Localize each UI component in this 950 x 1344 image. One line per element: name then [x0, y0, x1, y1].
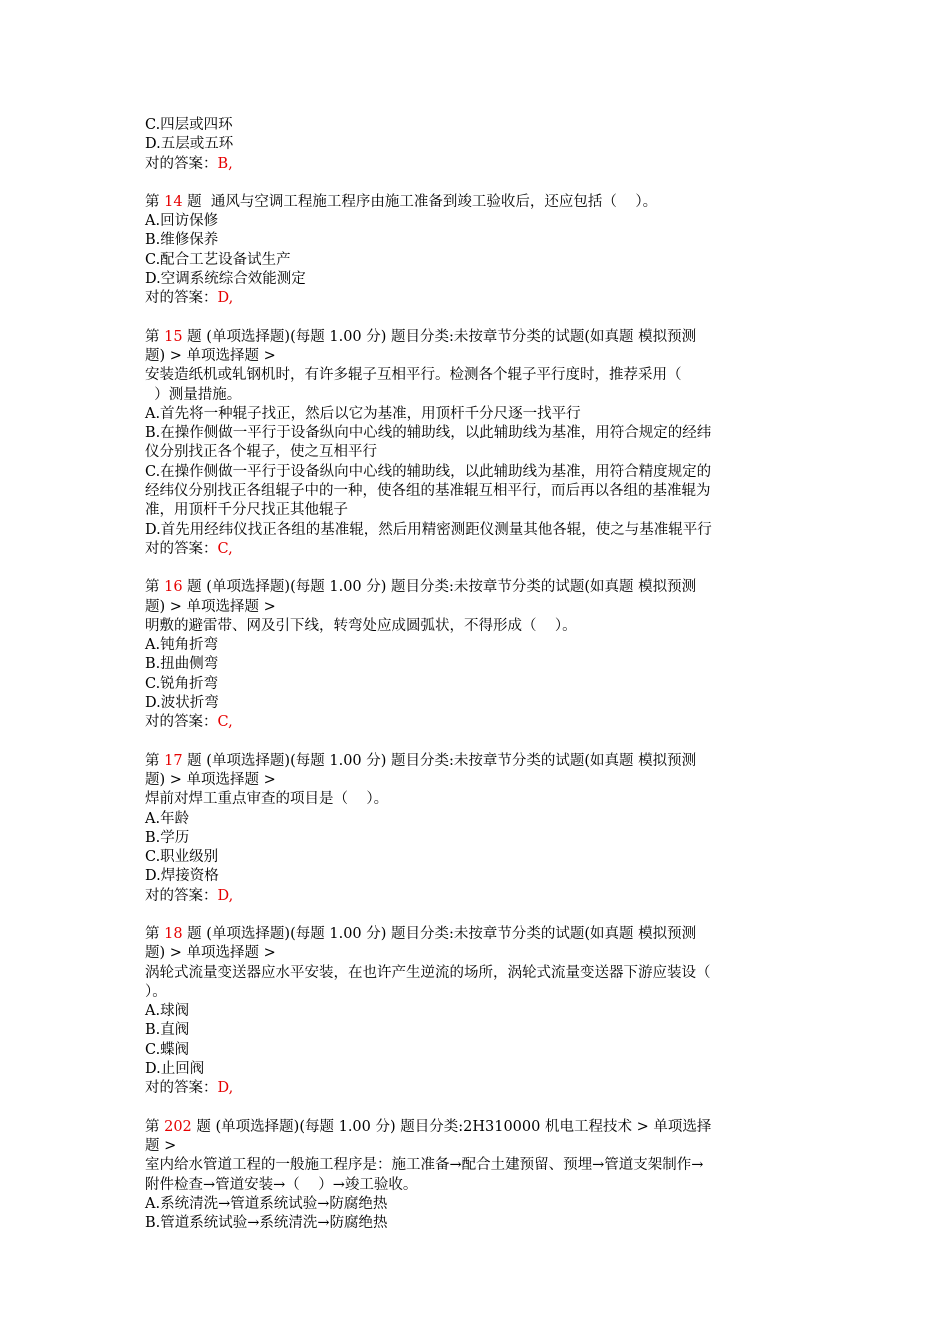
option: C.职业级别 — [145, 849, 219, 866]
answer-value: C, — [217, 540, 233, 557]
question-prefix: 第 — [145, 1118, 165, 1135]
option: A.球阀 — [145, 1003, 190, 1020]
option: A.回访保修 — [145, 213, 219, 230]
answer-label: 对的答案： — [145, 887, 218, 904]
question-header-text: 题 (单项选择题)(每题 1.00 分) 题目分类:2H310000 机电工程技术 > 单项选择 — [191, 1118, 712, 1135]
answer-label: 对的答案： — [145, 1080, 218, 1097]
answer-value: B, — [217, 155, 233, 172]
option: 经纬仪分别找正各组辊子中的一种，使各组的基准辊互相平行，而后再以各组的基准辊为 — [145, 483, 711, 500]
option: D.空调系统综合效能测定 — [145, 271, 306, 288]
option: D.五层或五环 — [145, 136, 234, 153]
option: C.四层或四环 — [145, 117, 233, 133]
question-header — [145, 1137, 810, 1156]
option: A.年龄 — [145, 810, 190, 827]
question-header-text: 题) > 单项选择题 > — [145, 347, 276, 364]
option: B.管道系统试验→系统清洗→防腐绝热 — [145, 1215, 388, 1232]
option: B.直阀 — [145, 1022, 190, 1039]
question-stem: ）测量措施。 — [145, 386, 242, 403]
option: B.扭曲侧弯 — [145, 656, 219, 673]
question-block — [145, 328, 810, 560]
question-stem: 明敷的避雷带、网及引下线，转弯处应成圆弧状，不得形成（ ）。 — [145, 617, 577, 634]
question-header — [145, 944, 810, 963]
option: B.维修保养 — [145, 232, 219, 249]
spacer — [145, 906, 810, 925]
option: C.在操作侧做一平行于设备纵向中心线的辅助线，以此辅助线为基准，用符合精度规定的 — [145, 463, 712, 480]
option: B.在操作侧做一平行于设备纵向中心线的辅助线，以此辅助线为基准，用符合规定的经纬 — [145, 425, 712, 442]
question-header-text: 题 (单项选择题)(每题 1.00 分) 题目分类:未按章节分类的试题(如真题 模拟预测 — [182, 328, 697, 345]
answer-label: 对的答案： — [145, 714, 218, 731]
option: B.学历 — [145, 829, 190, 846]
spacer — [145, 309, 810, 328]
question-block — [145, 193, 810, 309]
question-header-text: 题 通风与空调工程施工程序由施工准备到竣工验收后，还应包括（ ）。 — [182, 193, 658, 210]
question-stem: 安装造纸机或轧钢机时，有许多辊子互相平行。检测各个辊子平行度时，推荐采用（ — [145, 367, 682, 384]
question-prefix: 第 — [145, 752, 165, 769]
question-prefix: 第 — [145, 579, 165, 596]
answer-line — [145, 289, 810, 308]
question-header — [145, 925, 810, 944]
question-header — [145, 598, 810, 617]
question-stem: 室内给水管道工程的一般施工程序是：施工准备→配合土建预留、预埋→管道支架制作→ — [145, 1157, 704, 1174]
option: C.蝶阀 — [145, 1041, 190, 1058]
question-header-text: 题 (单项选择题)(每题 1.00 分) 题目分类:未按章节分类的试题(如真题 模拟预测 — [182, 579, 697, 596]
option: C.配合工艺设备试生产 — [145, 251, 291, 268]
answer-label: 对的答案： — [145, 290, 218, 307]
question-number: 15 — [164, 328, 183, 345]
answer-value: D, — [217, 887, 234, 904]
question-number: 16 — [164, 579, 183, 596]
option: A.首先将一种辊子找正，然后以它为基准，用顶杆千分尺逐一找平行 — [145, 405, 581, 422]
question-number: 202 — [164, 1118, 192, 1135]
question-number: 14 — [164, 193, 183, 210]
question-header — [145, 328, 810, 347]
question-block — [145, 578, 810, 732]
question-header-text: 题 (单项选择题)(每题 1.00 分) 题目分类:未按章节分类的试题(如真题 模拟预测 — [182, 925, 697, 942]
previous-question-tail — [145, 116, 810, 174]
document-page — [145, 116, 810, 1233]
answer-line — [145, 155, 810, 174]
option: D.止回阀 — [145, 1061, 205, 1078]
question-header-text: 题 > — [145, 1137, 177, 1154]
spacer — [145, 559, 810, 578]
question-prefix: 第 — [145, 925, 165, 942]
spacer — [145, 1099, 810, 1118]
question-header — [145, 578, 810, 597]
question-header — [145, 752, 810, 771]
question-stem: 焊前对焊工重点审查的项目是（ ）。 — [145, 791, 389, 808]
answer-line — [145, 540, 810, 559]
option: 准，用顶杆千分尺找正其他辊子 — [145, 502, 348, 519]
option: 仪分别找正各个辊子，使之互相平行 — [145, 444, 377, 461]
option: A.钝角折弯 — [145, 637, 219, 654]
spacer — [145, 733, 810, 752]
question-prefix: 第 — [145, 328, 165, 345]
question-number: 17 — [164, 752, 183, 769]
answer-value: D, — [217, 1080, 234, 1097]
spacer — [145, 174, 810, 193]
question-stem: ）。 — [145, 983, 167, 1000]
question-header-text: 题 (单项选择题)(每题 1.00 分) 题目分类:未按章节分类的试题(如真题 模拟预测 — [182, 752, 697, 769]
question-header-text: 题) > 单项选择题 > — [145, 598, 276, 615]
question-prefix: 第 — [145, 193, 165, 210]
option: C.锐角折弯 — [145, 675, 219, 692]
question-header-text: 题) > 单项选择题 > — [145, 771, 276, 788]
answer-value: C, — [217, 714, 233, 731]
question-header — [145, 1118, 810, 1137]
question-block — [145, 1118, 810, 1234]
answer-label: 对的答案： — [145, 155, 218, 172]
question-stem: 附件检查→管道安装→（ ）→竣工验收。 — [145, 1176, 418, 1193]
answer-label: 对的答案： — [145, 540, 218, 557]
question-block — [145, 925, 810, 1099]
answer-line — [145, 713, 810, 732]
question-header-text: 题) > 单项选择题 > — [145, 945, 276, 962]
question-header — [145, 193, 810, 212]
question-stem: 涡轮式流量变送器应水平安装，在也许产生逆流的场所，涡轮式流量变送器下游应装设（ — [145, 964, 711, 981]
answer-value: D, — [217, 290, 234, 307]
option: D.首先用经纬仪找正各组的基准辊，然后用精密测距仪测量其他各辊，使之与基准辊平行 — [145, 521, 712, 538]
answer-line — [145, 887, 810, 906]
option: D.焊接资格 — [145, 868, 219, 885]
question-number: 18 — [164, 925, 183, 942]
option: A.系统清洗→管道系统试验→防腐绝热 — [145, 1195, 388, 1212]
option: D.波状折弯 — [145, 695, 219, 712]
answer-line — [145, 1079, 810, 1098]
question-header — [145, 347, 810, 366]
question-header — [145, 771, 810, 790]
question-block — [145, 752, 810, 906]
